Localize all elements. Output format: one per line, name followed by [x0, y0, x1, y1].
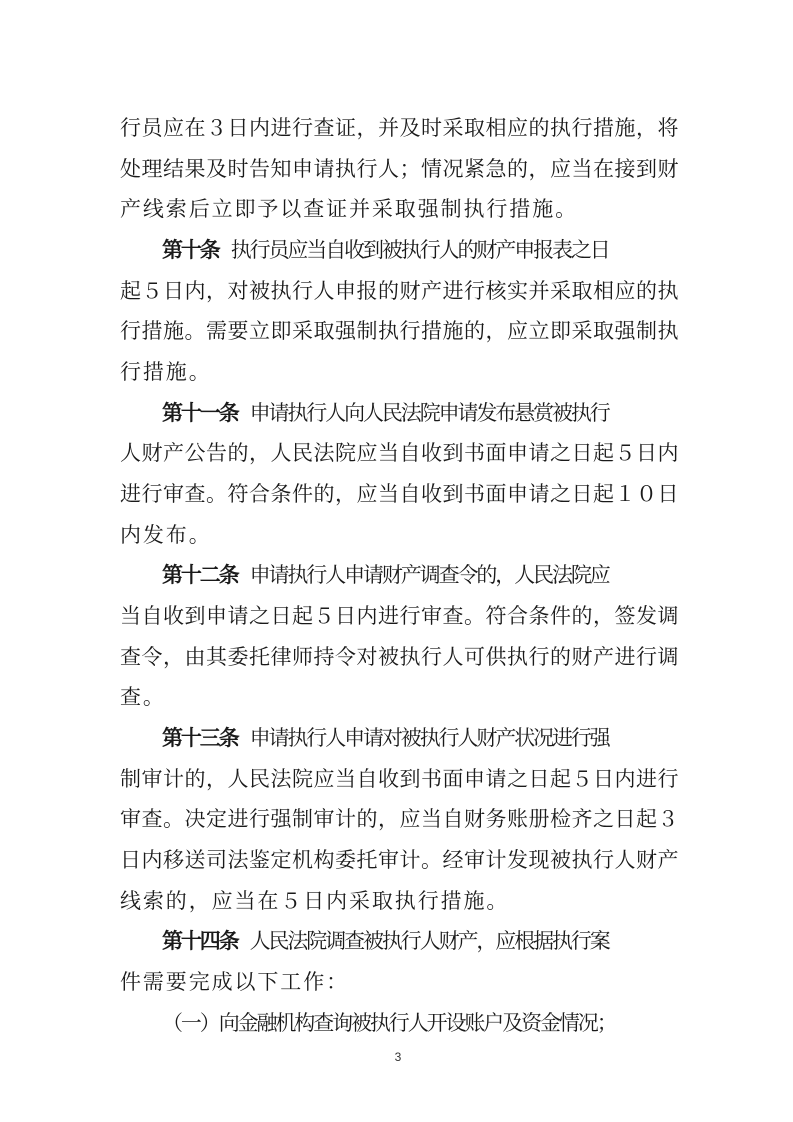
- article-12-first-line: [162, 560, 722, 590]
- article-13-heading: 第十三条: [162, 724, 238, 750]
- paragraph-line: 查。: [120, 685, 166, 710]
- paragraph-line: 行员应在３日内进行查证，并及时采取相应的执行措施，将: [120, 116, 679, 140]
- paragraph-line: 产线索后立即予以查证并采取强制执行措施。: [120, 197, 578, 222]
- article-10-text: 执行员应当自收到被执行人的财产申报表之日: [230, 237, 609, 262]
- paragraph-line: 线索的，应当在５日内采取执行措施。: [120, 888, 510, 913]
- page-number: 3: [394, 1049, 402, 1064]
- article-11-first-line: [162, 398, 722, 428]
- article-10-heading: 第十条: [162, 236, 219, 262]
- article-10-first-line: [162, 235, 722, 265]
- article-13-text: 申请执行人申请对被执行人财产状况进行强: [249, 725, 609, 750]
- paragraph-line: 起５日内，对被执行人申报的财产进行核实并采取相应的执: [120, 278, 679, 303]
- paragraph-line: 当自收到申请之日起５日内进行审查。符合条件的，签发调: [120, 603, 679, 628]
- article-11-text: 申请执行人向人民法院申请发布悬赏被执行: [249, 400, 609, 425]
- list-item: （一）向金融机构查询被执行人开设账户及资金情况；: [162, 1010, 616, 1035]
- article-13-first-line: [162, 723, 722, 753]
- paragraph-line: 制审计的，人民法院应当自收到书面申请之日起５日内进行: [120, 766, 679, 791]
- article-14-heading: 第十四条: [162, 928, 238, 954]
- paragraph-line: 件需要完成以下工作：: [120, 969, 349, 994]
- paragraph-line: 进行审查。符合条件的，应当自收到书面申请之日起１０日: [120, 481, 679, 506]
- article-14-text: 人民法院调查被执行人财产，应根据执行案: [249, 929, 609, 954]
- paragraph-line: 行措施。需要立即采取强制执行措施的，应立即采取强制执: [120, 319, 679, 344]
- article-11-heading: 第十一条: [162, 399, 238, 425]
- article-12-text: 申请执行人申请财产调查令的，人民法院应: [249, 563, 609, 588]
- paragraph-line: 审查。决定进行强制审计的，应当自财务账册检齐之日起３: [120, 807, 679, 832]
- paragraph-line: 处理结果及时告知申请执行人；情况紧急的，应当在接到财: [120, 156, 679, 181]
- paragraph-line: 内发布。: [120, 522, 212, 547]
- paragraph-line: 人财产公告的，人民法院应当自收到书面申请之日起５日内: [120, 441, 679, 466]
- article-12-heading: 第十二条: [162, 562, 238, 588]
- paragraph-line: 查令，由其委托律师持令对被执行人可供执行的财产进行调: [120, 644, 679, 669]
- paragraph-line: 行措施。: [120, 359, 212, 384]
- article-14-first-line: [162, 926, 722, 956]
- paragraph-line: 日内移送司法鉴定机构委托审计。经审计发现被执行人财产: [120, 847, 679, 872]
